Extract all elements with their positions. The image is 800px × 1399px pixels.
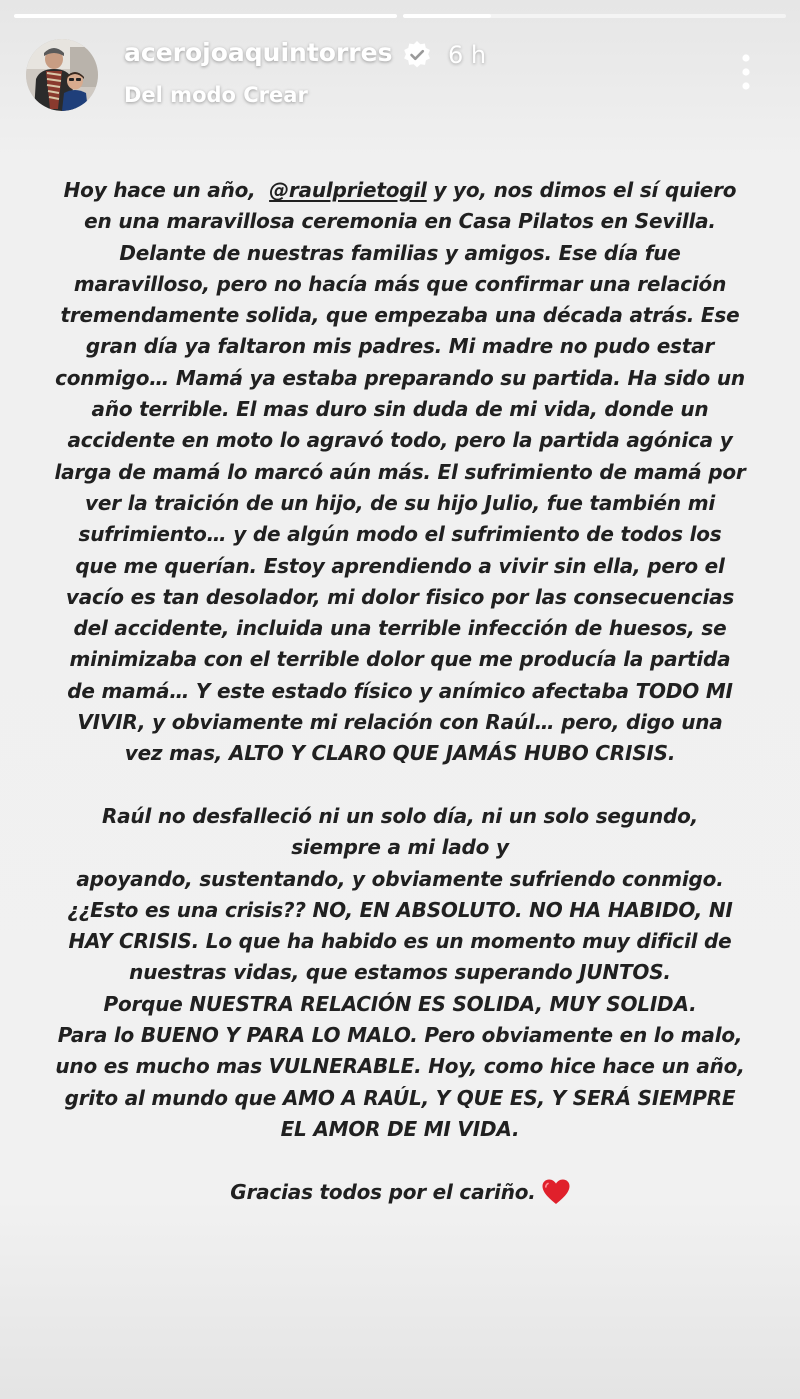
avatar[interactable] [26, 39, 98, 111]
story-progress-segment-1 [14, 14, 397, 18]
story-line: ver la traición de un hijo, de su hijo Julio, fue también mi [85, 490, 715, 515]
avatar-photo [26, 39, 98, 111]
story-line: Raúl no desfalleció ni un solo día, ni un solo segundo, [101, 803, 699, 828]
story-line: de mamá… Y este estado físico y anímico afectaba TODO MI [67, 678, 733, 703]
story-progress-segment-2 [403, 14, 786, 18]
story-line: accidente en moto lo agravó todo, pero la partida agónica y [67, 428, 733, 453]
story-line: Porque NUESTRA RELACIÓN ES SOLIDA, MUY SOLIDA. [103, 991, 697, 1016]
username[interactable]: acerojoaquintorres [124, 38, 393, 67]
story-line: tremendamente solida, que empezaba una década atrás. Ese [60, 303, 740, 328]
story-line: vez mas, ALTO Y CLARO QUE JAMÁS HUBO CRISIS. [124, 741, 676, 766]
story-line: grito al mundo que AMO A RAÚL, Y QUE ES, Y SERÁ SIEMPRE [64, 1085, 736, 1110]
story-line: siempre a mi lado y [291, 835, 509, 860]
story-line: EL AMOR DE MI VIDA. [280, 1116, 520, 1141]
story-line: conmigo… Mamá ya estaba preparando su partida. Ha sido un [55, 365, 745, 390]
mention-link[interactable]: @raulprietogil [269, 178, 427, 202]
story-line: año terrible. El mas duro sin duda de mi vida, donde un [91, 397, 709, 422]
story-line: ¿¿Esto es una crisis?? NO, EN ABSOLUTO. NO HA HABIDO, NI [67, 897, 733, 922]
story-line [24, 1177, 776, 1208]
story-line: del accidente, incluida una terrible infección de huesos, se [73, 616, 727, 641]
story-line: gran día ya faltaron mis padres. Mi madre no pudo estar [85, 334, 715, 359]
story-line: VIVIR, y obviamente mi relación con Raúl… pero, digo una [77, 710, 723, 735]
story-line: HAY CRISIS. Lo que ha habido es un momento muy dificil de [68, 929, 732, 954]
story-line: uno es mucho mas VULNERABLE. Hoy, como hice hace un año, [55, 1054, 745, 1079]
story-line: Para lo BUENO Y PARA LO MALO. Pero obviamente en lo malo, [57, 1023, 743, 1048]
story-line: larga de mamá lo marcó aún más. El sufrimiento de mamá por [54, 459, 746, 484]
story-line: Hoy hace un año, @raulprietogil y yo, nos dimos el sí quiero [63, 178, 737, 202]
story-line: vacío es tan desolador, mi dolor fisico por las consecuencias [65, 584, 735, 609]
story-line: en una maravillosa ceremonia en Casa Pilatos en Sevilla. [84, 209, 716, 234]
paragraph-gap [24, 1145, 776, 1176]
story-text [24, 175, 776, 1208]
story-line: apoyando, sustentando, y obviamente sufriendo conmigo. [76, 866, 724, 891]
closing-text: Gracias todos por el cariño. [230, 1179, 536, 1204]
story-line: sufrimiento… y de algún modo el sufrimiento de todos los [78, 522, 722, 547]
story-progress-bar [14, 14, 786, 18]
story-line: nuestras vidas, que estamos superando JUNTOS. [129, 960, 671, 985]
story-line: que me querían. Estoy aprendiendo a vivir sin ella, pero el [75, 553, 725, 578]
paragraph-gap [24, 770, 776, 801]
story-line: Delante de nuestras familias y amigos. Ese día fue [119, 240, 681, 265]
red-heart-emoji-icon [542, 1179, 570, 1205]
story-line: minimizaba con el terrible dolor que me producía la partida [69, 647, 731, 672]
verified-badge-icon [402, 40, 432, 70]
story-line: maravilloso, pero no hacía más que confirmar una relación [73, 271, 727, 296]
more-options-icon[interactable] [734, 52, 758, 92]
story-source-label[interactable]: Del modo Crear [124, 83, 308, 107]
post-timestamp: 6 h [448, 41, 487, 69]
